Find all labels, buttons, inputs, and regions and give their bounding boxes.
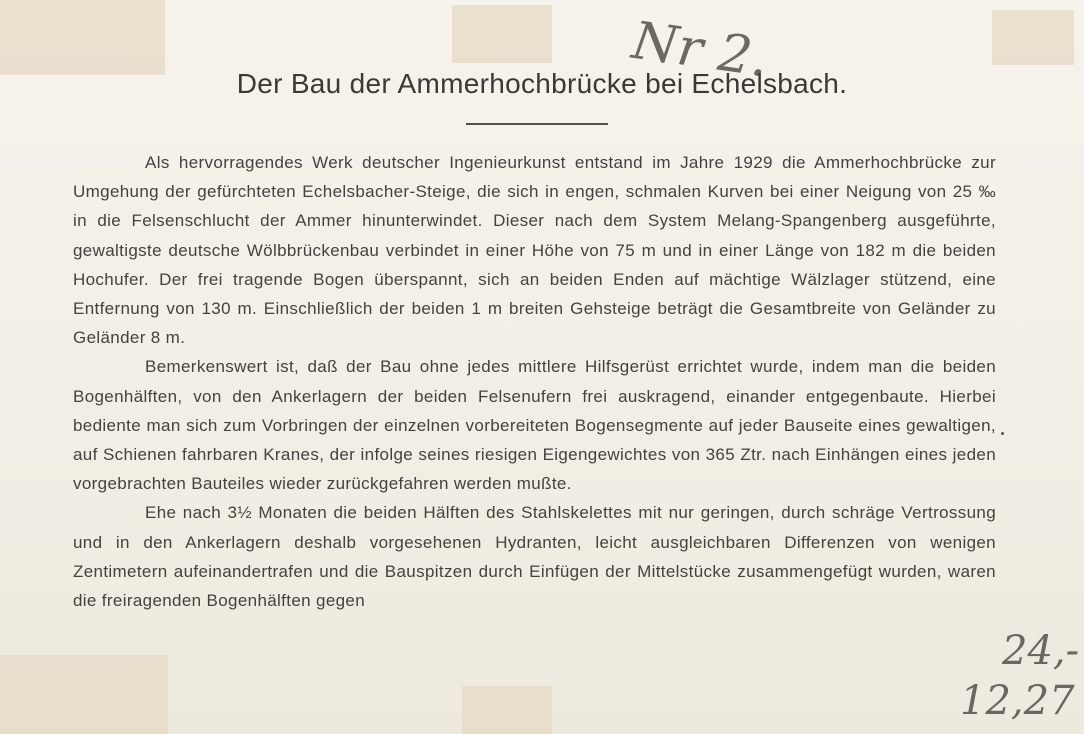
tape-top-center: [452, 5, 552, 63]
paragraph-2: Bemerkenswert ist, daß der Bau ohne jedes mittlere Hilfsgerüst errichtet wurde, indem man die beiden Bogenhälften, von den Ankerlagern der beiden Felsenufern frei auskragend, einander entgegenbaute. Hierbei bediente man sich zum Vorbringen der einzelnen vorbereiteten Bogensegmente auf jeder Bauseite eines gewaltigen, auf Schienen fahrbaren Kranes, der infolge seines riesigen Eigengewichtes von 365 Ztr. nach Einhängen eines jeden vorgebrachten Bauteiles wieder zurückgefahren werden mußte.: [73, 357, 996, 494]
tape-bottom-center: [462, 686, 552, 734]
tape-top-left: [0, 0, 165, 75]
ink-dot: [1001, 432, 1004, 435]
page-title: Der Bau der Ammerhochbrücke bei Echelsbach.: [236, 68, 848, 99]
paragraph-1: Als hervorragendes Werk deutscher Ingenieurkunst entstand im Jahre 1929 die Ammerhochbrücke zur Umgehung der gefürchteten Echelsbacher-Steige, die sich in engen, schmalen Kurven bei einer Neigung von 25 ‰ in die Felsenschlucht der Ammer hinunterwindet. Dieser nach dem System Melang-Spangenberg ausgeführte, gewaltigste deutsche Wölbbrückenbau verbindet in einer Höhe von 75 m und in einer Länge von 182 m die beiden Hochufer. Der frei tragende Bogen überspannt, sich an beiden Enden auf mächtige Wälzlager stützend, eine Entfernung von 130 m. Einschließlich der beiden 1 m breiten Gehsteige beträgt die Gesamtbreite von Geländer zu Geländer 8 m.: [73, 153, 996, 348]
title-divider: [466, 123, 608, 125]
tape-top-right: [992, 10, 1074, 65]
handwritten-number: Nr 2.: [628, 10, 773, 90]
body-text: [73, 148, 996, 615]
tape-bottom-left: [0, 655, 168, 734]
paragraph-3: Ehe nach 3½ Monaten die beiden Hälften des Stahlskelettes mit nur geringen, durch schräge Vertrossung und in den Ankerlagern deshalb vorgesehenen Hydranten, leicht ausgleichbaren Differenzen von wenigen Zentimetern aufeinandertrafen und die Bauspitzen durch Einfügen der Mittelstücke zusammengefügt wurden, waren die freiragenden Bogenhälften gegen: [73, 503, 996, 611]
handwritten-date-note: 12,27: [960, 678, 1075, 724]
handwritten-margin-note: 24,-: [1002, 628, 1080, 674]
